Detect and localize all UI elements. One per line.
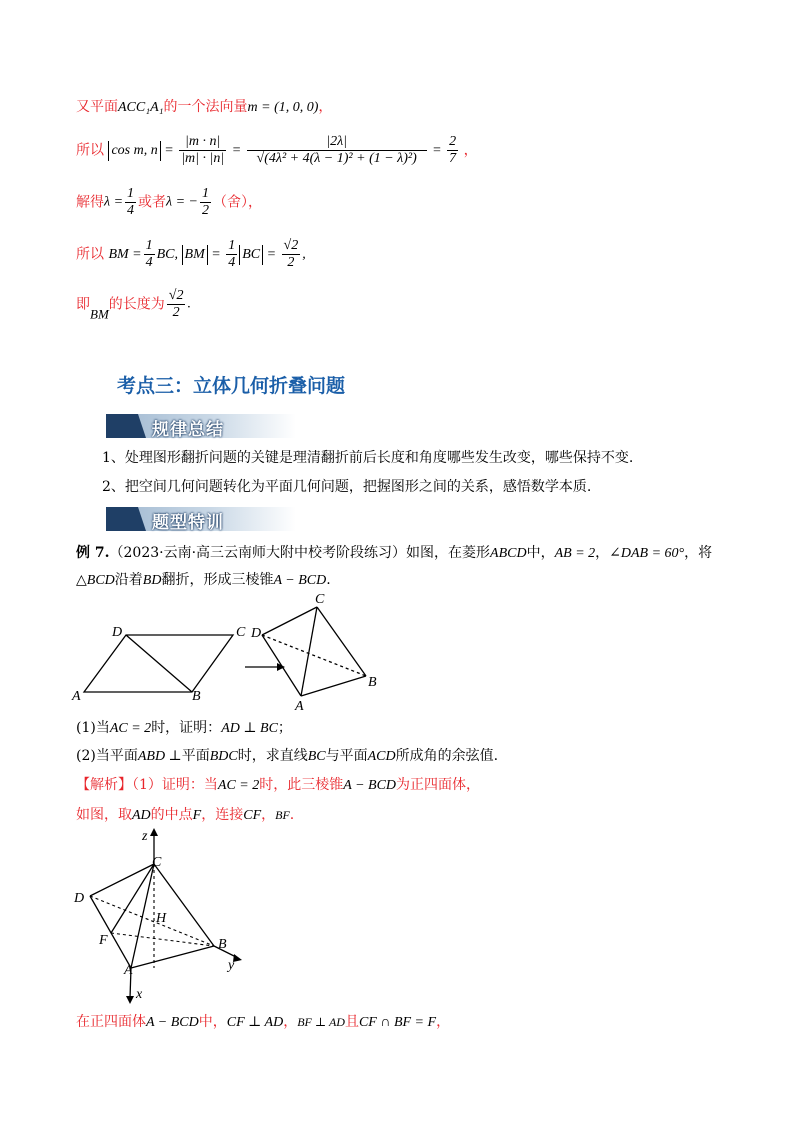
banner-block (106, 507, 146, 531)
edge-dc (262, 607, 317, 635)
line-bm: 所以 BM = $\frac{1}{4}$ BC, BM = $\frac{1}{4}$ BC = $\frac{√2}{2}$ , (76, 238, 306, 270)
example-line-2: △BCD沿着BD翻折，形成三棱锥A − BCD. (76, 572, 331, 588)
label-h: H (156, 911, 167, 926)
math: BM (182, 245, 208, 265)
label-b: B (218, 937, 227, 952)
math: . (187, 296, 191, 312)
folding-figure (70, 592, 400, 712)
label-d: D (112, 625, 123, 640)
edge-ab (301, 676, 366, 696)
banner-label: 规律总结 (152, 420, 224, 440)
math: m = (1, 0, 0) (247, 100, 319, 115)
text: ， (318, 99, 333, 115)
rule-1: 1、处理图形翻折问题的关键是理清翻折前后长度和角度哪些发生改变，哪些保持不变. (102, 450, 634, 466)
fraction: $\frac{1}{4}$ (127, 186, 135, 218)
label-a: A (295, 699, 304, 712)
arrow-right-icon (233, 954, 242, 962)
label-b: B (368, 675, 377, 690)
banner-label: 题型特训 (152, 513, 224, 533)
arrow-up-icon (150, 828, 158, 836)
banner-block (106, 414, 146, 438)
question-2: (2)当平面ABD ⊥平面BDC时，求直线BC与平面ACD所成角的余弦值. (76, 748, 499, 764)
text: 又平面 (76, 99, 118, 115)
edge-da (262, 635, 301, 696)
rule-2: 2、把空间几何问题转化为平面几何问题，把握图形之间的关系，感悟数学本质. (102, 479, 592, 495)
text: 所以 (76, 142, 104, 159)
math: = (231, 142, 242, 158)
math: λ = (104, 194, 124, 210)
label-c: C (236, 625, 246, 640)
fraction: $\frac{|2\lambda|}{\text{√(4λ² + 4(λ − 1)² + (1 − λ)²)}}$ (247, 134, 427, 167)
fraction: $\frac{1}{2}$ (201, 186, 209, 218)
math: λ = − (166, 194, 198, 210)
label-x: x (136, 987, 143, 1002)
line-lambda (76, 186, 262, 219)
text: 的长度为 (108, 296, 165, 313)
section-title: 考点三：立体几何折叠问题 (117, 375, 346, 397)
label-c: C (152, 855, 162, 870)
label-c: C (315, 592, 325, 607)
math: BC, (156, 246, 179, 262)
solution-line-3: 在正四面体A − BCD中，CF ⊥ AD，BF ⊥ AD且CF ∩ BF = F， (76, 1014, 451, 1030)
label-b: B (192, 689, 201, 704)
fraction: $\frac{√2}{2}$ (283, 238, 299, 270)
fraction: $\frac{1}{4}$ (228, 238, 236, 270)
line-normal-vector (76, 97, 332, 118)
example-label: 例 7. (76, 545, 110, 561)
text: （2023·云南·高三云南师大附中校考阶段练习）如图，在菱形 (109, 545, 491, 561)
diagonal-bd (126, 635, 192, 692)
label-d: D (74, 891, 85, 906)
edge-cb (154, 864, 214, 946)
math: BM (90, 306, 109, 322)
edge-ab (131, 946, 214, 968)
banner-rules (106, 414, 296, 438)
solution-line-1: 【解析】（1）证明：当AC = 2时，此三棱锥A − BCD为正四面体， (76, 777, 481, 793)
solution-line-2: 如图，取AD的中点F，连接CF，BF. (76, 807, 295, 823)
fraction: $\frac{√2}{2}$ (168, 288, 184, 320)
fraction: $\frac{|m \cdot n|}{|m| \cdot |n|}$ (181, 134, 225, 166)
math: cos m, n (108, 141, 160, 161)
math: , (302, 246, 306, 262)
text: 即 (76, 296, 90, 313)
text: （舍）， (212, 194, 262, 211)
text: 解得 (76, 194, 104, 211)
line-bm-length (76, 288, 191, 325)
math: ACC₁A₁ (118, 100, 164, 115)
edge-da (90, 896, 131, 968)
math: = (164, 142, 174, 158)
edge-ca (131, 864, 154, 968)
tetrahedron-figure (68, 826, 258, 1006)
arrow-down-icon (126, 996, 134, 1004)
label-d: D (251, 626, 262, 641)
math: = (432, 142, 442, 158)
label-a: A (72, 689, 81, 704)
text: ， (463, 142, 478, 159)
text: 或者 (138, 194, 167, 211)
math: BC (239, 245, 263, 265)
label-z: z (142, 829, 148, 844)
text: 所以 (76, 246, 104, 263)
fraction: $\frac{1}{4}$ (145, 238, 153, 270)
fraction: $\frac{2}{7}$ (449, 134, 457, 166)
text: 的一个法向量 (163, 99, 248, 115)
example-line-1: 例 7.（2023·云南·高三云南师大附中校考阶段练习）如图，在菱形ABCD中，AB = 2，∠DAB = 60°，将 (76, 545, 713, 561)
line-cos-value (76, 134, 478, 167)
label-y: y (228, 958, 235, 973)
label-a: A (124, 963, 133, 978)
question-1: (1)当AC = 2时，证明：AD ⊥ BC； (76, 720, 292, 736)
banner-practice (106, 507, 296, 531)
label-f: F (99, 933, 108, 948)
analysis-tag: 【解析】 (76, 777, 132, 793)
math: BM = (108, 246, 142, 262)
